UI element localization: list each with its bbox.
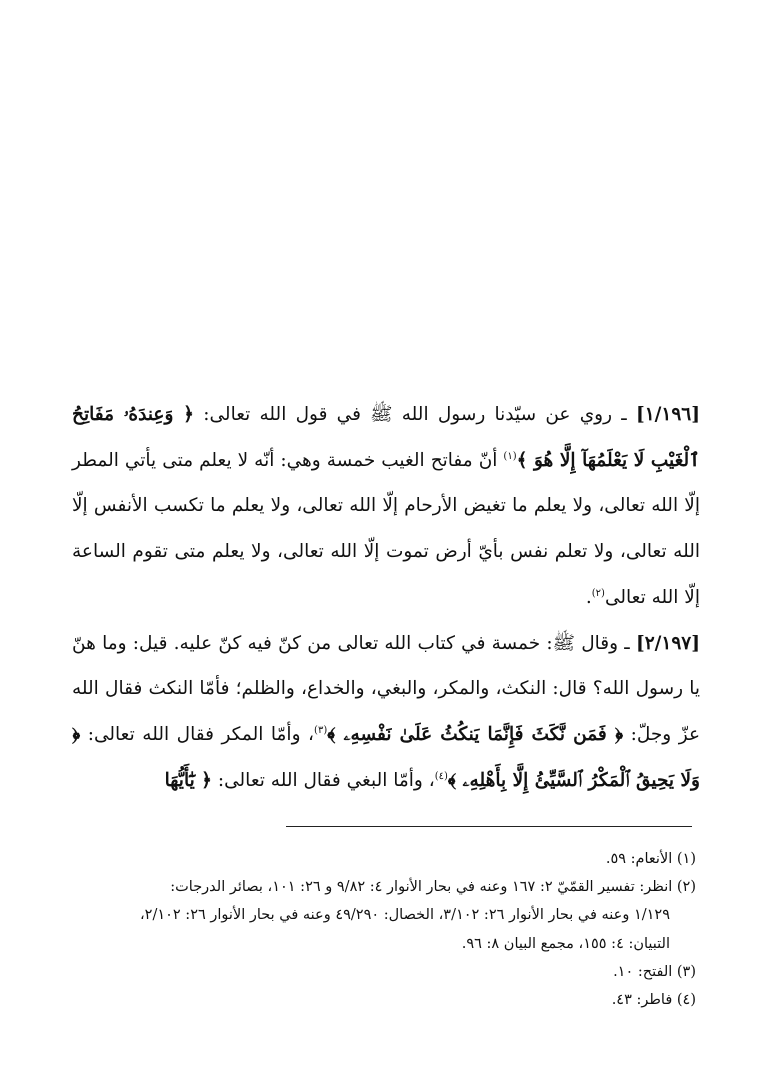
footnote-2: (٢) انظر: تفسير القمّيّ ٢: ١٦٧ وعنه في بحار الأنوار ٤: ٩/٨٢ و ٢٦: ١٠١، بصائر الدرجات: <box>170 879 696 896</box>
footnote-2-continued: التبيان: ٤: ١٥٥، مجمع البيان ٨: ٩٦. <box>461 935 670 952</box>
hadith-text: أنّ مفاتح الغيب خمسة وهي: أنّه لا يعلم متى يأتي المطر إلّا الله تعالى، ولا يعلم ما تغيض الأرحام إلّا الله تعالى، ولا يعلم ما تكسب الأنفس إلّا الله تعالى، ولا تعلم نفس بأيّ أرض تموت إلّا الله تعالى، ولا يعلم متى تقوم الساعة إلّا الله تعالى <box>72 449 700 608</box>
hadith-text: ، وأمّا البغي فقال الله تعالى: <box>212 769 435 791</box>
hadith-number: [١/١٩٦] <box>635 404 700 425</box>
quran-verse: ﴿ وَعِندَهُۥ مَفَاتِحُ ٱلْغَيْبِ لَا يَعْلَمُهَآ إِلَّا هُوَ ﴾ <box>72 404 700 471</box>
hadith-text: ـ روي عن سيّدنا رسول الله ﷺ في قول الله تعالى: <box>194 404 636 425</box>
hadith-196 <box>72 392 700 621</box>
hadith-197 <box>72 621 700 804</box>
footnote-divider <box>286 826 692 827</box>
quran-verse: ﴿ فَمَن نَّكَثَ فَإِنَّمَا يَنكُثُ عَلَىٰ نَفْسِهِۦ ﴾ <box>327 723 624 745</box>
quran-verse: ﴿ يَٰٓأَيُّهَا <box>164 769 213 791</box>
footnote-2-continued: ١/١٢٩ وعنه في بحار الأنوار ٢٦: ٣/١٠٢، الخصال: ٤٩/٢٩٠ وعنه في بحار الأنوار ٢٦: ٢/١٠٢، <box>139 907 670 924</box>
footnote-3: (٣) الفتح: ١٠. <box>613 963 696 980</box>
main-text <box>72 392 700 803</box>
hadith-text: ـ وقال ﷺ: خمسة في كتاب الله تعالى من كنّ فيه كنّ عليه. قيل: وما هنّ يا رسول الله؟ قال: النكث، والمكر، والبغي، والخداع، والظلم؛ فأمّا النكث فقال الله عزّ وجلّ: <box>72 632 701 745</box>
footnote-ref: (١) <box>503 450 517 462</box>
footnote-ref: (٢) <box>591 587 605 599</box>
hadith-text: ، وأمّا المكر فقال الله تعالى: <box>80 723 315 745</box>
hadith-text: . <box>585 586 592 608</box>
quran-verse: ﴿ وَلَا يَحِيقُ ٱلْمَكْرُ ٱلسَّيِّئُ إِلَّا بِأَهْلِهِۦ ﴾ <box>72 723 700 791</box>
footnotes <box>80 845 696 1014</box>
footnote-ref: (٣) <box>314 724 328 736</box>
hadith-number: [٢/١٩٧] <box>635 632 700 654</box>
footnote-4: (٤) فاطر: ٤٣. <box>611 992 696 1009</box>
footnote-1: (١) الأنعام: ٥٩. <box>605 851 696 867</box>
footnote-ref: (٤) <box>434 770 448 782</box>
